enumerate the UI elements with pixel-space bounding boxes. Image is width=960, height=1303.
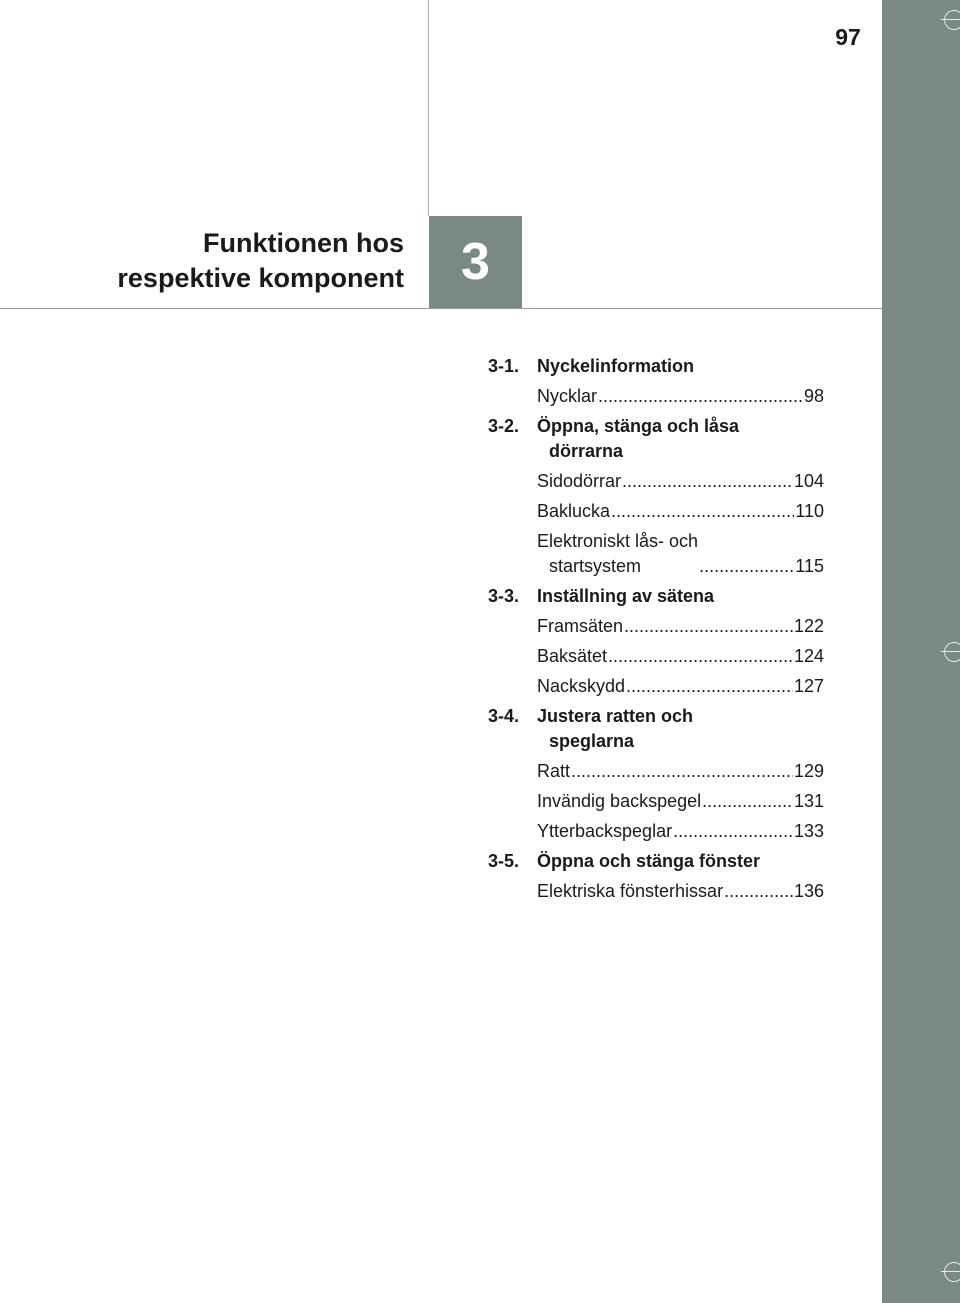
header-divider-horizontal bbox=[0, 308, 882, 309]
toc-section-3-1 bbox=[488, 354, 824, 409]
entry-title-line1: Elektroniskt lås- och bbox=[537, 531, 699, 551]
section-title: Öppna och stänga fönster bbox=[537, 851, 761, 871]
section-title-line1: Justera ratten och bbox=[537, 706, 694, 726]
table-of-contents bbox=[488, 354, 824, 909]
dot-leader bbox=[611, 499, 794, 524]
toc-entry-nycklar[interactable] bbox=[537, 384, 824, 409]
entry-title: Sidodörrar bbox=[537, 471, 622, 491]
section-heading[interactable] bbox=[488, 354, 824, 379]
entry-title-line2: startsystem bbox=[549, 556, 642, 576]
dot-leader bbox=[673, 819, 793, 844]
toc-entry-framsaten[interactable] bbox=[537, 614, 824, 639]
toc-entry-nackskydd[interactable] bbox=[537, 674, 824, 699]
dot-leader bbox=[624, 614, 793, 639]
entry-page: 98 bbox=[803, 386, 824, 406]
entry-title: Nycklar bbox=[537, 386, 598, 406]
toc-entry-elektroniskt-las[interactable] bbox=[537, 529, 824, 579]
entry-page: 122 bbox=[793, 616, 824, 636]
entry-page: 115 bbox=[795, 556, 824, 576]
chapter-title-line2: respektive komponent bbox=[117, 263, 404, 293]
chapter-title bbox=[117, 226, 404, 296]
toc-section-3-5 bbox=[488, 849, 824, 904]
entry-title: Invändig backspegel bbox=[537, 791, 702, 811]
toc-section-3-4 bbox=[488, 704, 824, 844]
entry-page: 110 bbox=[795, 501, 824, 521]
entry-title: Ytterbackspeglar bbox=[537, 821, 673, 841]
toc-entry-ytterbackspeglar[interactable] bbox=[537, 819, 824, 844]
entry-page: 104 bbox=[793, 471, 824, 491]
dot-leader bbox=[622, 469, 793, 494]
dot-leader bbox=[699, 554, 794, 579]
section-number: 3-5. bbox=[488, 851, 520, 871]
entry-page: 131 bbox=[793, 791, 824, 811]
section-number: 3-2. bbox=[488, 416, 520, 436]
section-heading[interactable] bbox=[488, 414, 824, 464]
toc-entry-baklucka[interactable] bbox=[537, 499, 824, 524]
toc-entry-invandig-backspegel[interactable] bbox=[537, 789, 824, 814]
toc-entry-elektriska-fonsterhissar[interactable] bbox=[537, 879, 824, 904]
toc-section-3-2 bbox=[488, 414, 824, 579]
toc-entry-ratt[interactable] bbox=[537, 759, 824, 784]
section-title-line2: speglarna bbox=[549, 731, 635, 751]
entry-page: 136 bbox=[793, 881, 824, 901]
entry-page: 127 bbox=[793, 676, 824, 696]
entry-title: Nackskydd bbox=[537, 676, 626, 696]
dot-leader bbox=[598, 384, 803, 409]
chapter-title-line1: Funktionen hos bbox=[203, 228, 404, 258]
entry-title bbox=[537, 529, 698, 579]
entry-title: Baklucka bbox=[537, 501, 611, 521]
dot-leader bbox=[702, 789, 793, 814]
section-heading[interactable] bbox=[488, 849, 824, 874]
entry-title: Baksätet bbox=[537, 646, 608, 666]
section-heading[interactable] bbox=[488, 704, 824, 754]
dot-leader bbox=[626, 674, 793, 699]
section-number: 3-3. bbox=[488, 586, 520, 606]
entry-page: 129 bbox=[793, 761, 824, 781]
toc-section-3-3 bbox=[488, 584, 824, 699]
section-title-line1: Öppna, stänga och låsa bbox=[537, 416, 740, 436]
entry-page: 124 bbox=[793, 646, 824, 666]
section-title: Nyckelinformation bbox=[537, 356, 695, 376]
section-title bbox=[537, 704, 824, 754]
entry-page: 133 bbox=[793, 821, 824, 841]
entry-title: Elektriska fönsterhissar bbox=[537, 881, 724, 901]
entry-title: Ratt bbox=[537, 761, 571, 781]
chapter-number-box bbox=[429, 216, 522, 308]
chapter-number: 3 bbox=[461, 233, 490, 291]
section-title: Inställning av sätena bbox=[537, 586, 715, 606]
section-number: 3-4. bbox=[488, 706, 520, 726]
section-title bbox=[537, 414, 824, 464]
section-number: 3-1. bbox=[488, 356, 520, 376]
page-number: 97 bbox=[835, 24, 861, 50]
dot-leader bbox=[724, 879, 793, 904]
header-divider-vertical bbox=[428, 0, 429, 216]
dot-leader bbox=[571, 759, 793, 784]
entry-title: Framsäten bbox=[537, 616, 624, 636]
dot-leader bbox=[608, 644, 793, 669]
section-title-line2: dörrarna bbox=[549, 441, 624, 461]
section-heading[interactable] bbox=[488, 584, 824, 609]
toc-entry-sidodorrar[interactable] bbox=[537, 469, 824, 494]
toc-entry-baksatet[interactable] bbox=[537, 644, 824, 669]
